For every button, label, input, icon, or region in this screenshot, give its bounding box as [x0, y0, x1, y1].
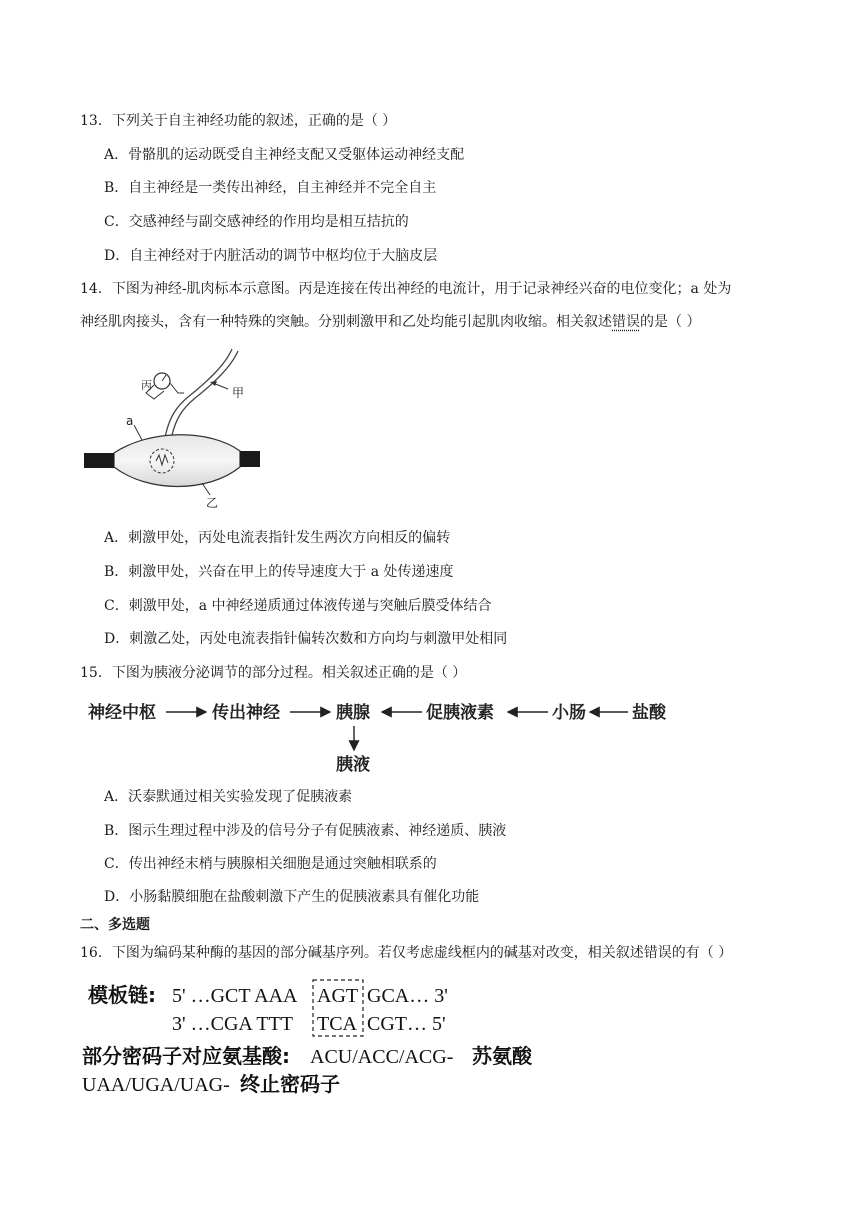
label-bing: 丙 — [141, 379, 152, 392]
q13-option-c: C．交感神经与副交感神经的作用均是相互拮抗的 — [104, 214, 409, 230]
flow-node-juice: 胰液 — [336, 755, 370, 775]
flow-node-intestine: 小肠 — [552, 703, 586, 723]
codon-codes: ACU/ACC/ACG- — [310, 1046, 454, 1068]
q13-option-d: D．自主神经对于内脏活动的调节中枢均位于大脑皮层 — [104, 248, 438, 264]
row1-box-bases: AGT — [317, 985, 359, 1007]
stop-label: 终止密码子 — [240, 1072, 340, 1096]
flow-node-center: 神经中枢 — [88, 703, 156, 723]
flow-node-secretin: 促胰液素 — [426, 703, 494, 723]
row1-suffix: GCA… 3' — [367, 985, 448, 1007]
q14-option-a: A．刺激甲处，丙处电流表指针发生两次方向相反的偏转 — [104, 530, 451, 546]
flow-node-efferent: 传出神经 — [212, 703, 280, 723]
q15-option-c: C．传出神经末梢与胰腺相关细胞是通过突触相联系的 — [104, 856, 437, 872]
q15-option-d: D．小肠黏膜细胞在盐酸刺激下产生的促胰液素具有催化功能 — [104, 889, 480, 905]
tendon-left — [84, 453, 114, 468]
pancreas-flow-diagram — [80, 696, 680, 780]
dna-sequence-figure — [80, 975, 560, 1103]
row2-suffix: CGT… 5' — [367, 1013, 446, 1035]
q14-stem-tail: 的是（ ） — [640, 314, 701, 330]
q16-stem: 16．下图为编码某种酶的基因的部分碱基序列。若仅考虑虚线框内的碱基对改变，相关叙述错误的有（ ） — [80, 945, 733, 961]
q13-option-b: B．自主神经是一类传出神经，自主神经并不完全自主 — [104, 180, 437, 196]
codon-amino-acid: 苏氨酸 — [472, 1044, 532, 1068]
q14-option-b: B．刺激甲处，兴奋在甲上的传导速度大于 a 处传递速度 — [104, 564, 454, 580]
codon-label: 部分密码子对应氨基酸: — [82, 1044, 290, 1068]
label-jia: 甲 — [232, 386, 245, 400]
q13-stem: 13．下列关于自主神经功能的叙述，正确的是（ ） — [80, 113, 397, 129]
q15-option-a: A．沃泰默通过相关实验发现了促胰液素 — [104, 789, 353, 805]
q15-stem: 15．下图为胰液分泌调节的部分过程。相关叙述正确的是（ ） — [80, 665, 467, 681]
q14-stem-line1: 14．下图为神经-肌肉标本示意图。丙是连接在传出神经的电流计，用于记录神经兴奋的电位变化；a 处为 — [80, 281, 732, 297]
q14-option-d: D．刺激乙处，丙处电流表指针偏转次数和方向均与刺激甲处相同 — [104, 631, 508, 647]
stop-codes: UAA/UGA/UAG- — [82, 1074, 230, 1096]
row1-prefix: 5' …GCT AAA — [172, 985, 298, 1007]
row2-prefix: 3' …CGA TTT — [172, 1013, 294, 1035]
label-a: a — [126, 414, 134, 428]
template-strand-label: 模板链: — [88, 983, 156, 1007]
q14-option-c: C．刺激甲处，a 中神经递质通过体液传递与突触后膜受体结合 — [104, 598, 492, 614]
nerve-muscle-figure — [80, 345, 270, 515]
section-heading: 二、多选题 — [80, 917, 150, 933]
q13-option-a: A．骨骼肌的运动既受自主神经支配又受躯体运动神经支配 — [104, 147, 465, 163]
q14-stem-text: 神经肌肉接头，含有一种特殊的突触。分别刺激甲和乙处均能引起肌肉收缩。相关叙述 — [80, 314, 612, 330]
q15-option-b: B．图示生理过程中涉及的信号分子有促胰液素、神经递质、胰液 — [104, 823, 507, 839]
flow-node-hcl: 盐酸 — [632, 703, 666, 723]
row2-box-bases: TCA — [317, 1013, 357, 1035]
flow-node-pancreas: 胰腺 — [336, 703, 370, 723]
label-yi: 乙 — [206, 496, 219, 510]
muscle-body — [114, 435, 240, 487]
q14-stem-emphasis: 错误 — [612, 314, 640, 330]
q14-stem-line2 — [80, 312, 700, 332]
tendon-right — [240, 451, 260, 467]
